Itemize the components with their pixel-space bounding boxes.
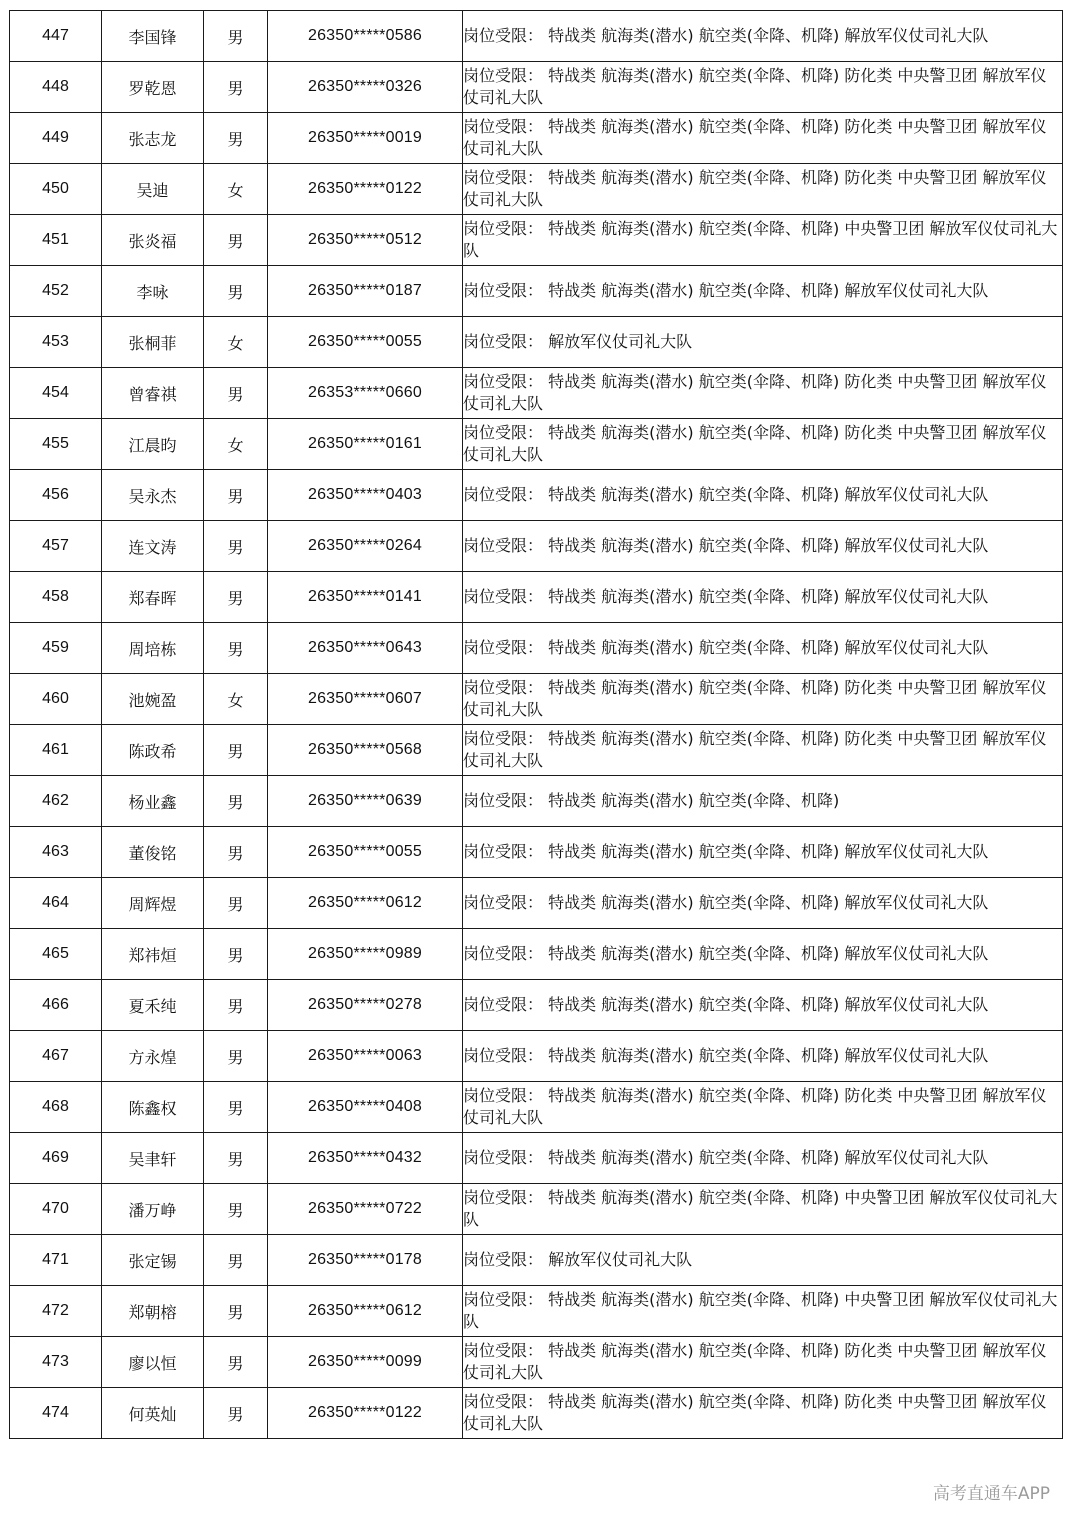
table-row [10,62,1063,113]
post-restriction-note: 岗位受限： 特战类 航海类(潜水) 航空类(伞降、机降) 防化类 中央警卫团 解放军仪仗司礼大队 [463,725,1063,776]
candidate-sex: 男 [204,878,268,929]
exam-id: 26350*****0063 [268,1031,463,1082]
exam-id: 26350*****0278 [268,980,463,1031]
candidate-name: 吴迪 [102,164,204,215]
post-restriction-note: 岗位受限： 特战类 航海类(潜水) 航空类(伞降、机降) 解放军仪仗司礼大队 [463,623,1063,674]
post-restriction-note: 岗位受限： 特战类 航海类(潜水) 航空类(伞降、机降) 中央警卫团 解放军仪仗司礼大队 [463,215,1063,266]
candidate-name: 张志龙 [102,113,204,164]
post-restriction-note: 岗位受限： 特战类 航海类(潜水) 航空类(伞降、机降) 防化类 中央警卫团 解放军仪仗司礼大队 [463,419,1063,470]
candidate-name: 吴聿轩 [102,1133,204,1184]
row-number: 452 [10,266,102,317]
post-restriction-note: 岗位受限： 解放军仪仗司礼大队 [463,317,1063,368]
exam-id: 26350*****0019 [268,113,463,164]
candidate-sex: 男 [204,572,268,623]
table-row [10,1337,1063,1388]
table-row [10,419,1063,470]
table-row [10,623,1063,674]
candidate-sex: 男 [204,62,268,113]
candidate-name: 郑春晖 [102,572,204,623]
candidate-name: 吴永杰 [102,470,204,521]
table-row [10,878,1063,929]
candidate-sex: 男 [204,1184,268,1235]
post-restriction-note: 岗位受限： 特战类 航海类(潜水) 航空类(伞降、机降) [463,776,1063,827]
exam-id: 26350*****0122 [268,164,463,215]
row-number: 470 [10,1184,102,1235]
candidate-name: 潘万峥 [102,1184,204,1235]
exam-id: 26350*****0612 [268,1286,463,1337]
exam-id: 26350*****0568 [268,725,463,776]
row-number: 451 [10,215,102,266]
row-number: 464 [10,878,102,929]
table-row [10,980,1063,1031]
candidate-name: 李国锋 [102,11,204,62]
candidate-name: 曾睿祺 [102,368,204,419]
candidate-name: 周培栋 [102,623,204,674]
candidate-name: 郑祎烜 [102,929,204,980]
table-row [10,164,1063,215]
candidate-name: 董俊铭 [102,827,204,878]
post-restriction-note: 岗位受限： 特战类 航海类(潜水) 航空类(伞降、机降) 防化类 中央警卫团 解放军仪仗司礼大队 [463,368,1063,419]
candidate-table [9,10,1063,1439]
post-restriction-note: 岗位受限： 特战类 航海类(潜水) 航空类(伞降、机降) 防化类 中央警卫团 解放军仪仗司礼大队 [463,1388,1063,1439]
candidate-name: 池婉盈 [102,674,204,725]
row-number: 450 [10,164,102,215]
post-restriction-note: 岗位受限： 特战类 航海类(潜水) 航空类(伞降、机降) 解放军仪仗司礼大队 [463,521,1063,572]
row-number: 471 [10,1235,102,1286]
table-row [10,113,1063,164]
exam-id: 26350*****0099 [268,1337,463,1388]
row-number: 454 [10,368,102,419]
row-number: 447 [10,11,102,62]
candidate-name: 郑朝榕 [102,1286,204,1337]
exam-id: 26350*****0403 [268,470,463,521]
exam-id: 26350*****0055 [268,827,463,878]
exam-id: 26350*****0432 [268,1133,463,1184]
row-number: 467 [10,1031,102,1082]
candidate-sex: 男 [204,1337,268,1388]
exam-id: 26350*****0639 [268,776,463,827]
candidate-name: 李咏 [102,266,204,317]
exam-id: 26350*****0264 [268,521,463,572]
row-number: 473 [10,1337,102,1388]
post-restriction-note: 岗位受限： 特战类 航海类(潜水) 航空类(伞降、机降) 防化类 中央警卫团 解放军仪仗司礼大队 [463,62,1063,113]
candidate-name: 罗乾恩 [102,62,204,113]
table-row [10,368,1063,419]
table-row [10,266,1063,317]
document-page [9,10,1062,1439]
exam-id: 26350*****0055 [268,317,463,368]
exam-id: 26350*****0408 [268,1082,463,1133]
row-number: 469 [10,1133,102,1184]
post-restriction-note: 岗位受限： 特战类 航海类(潜水) 航空类(伞降、机降) 解放军仪仗司礼大队 [463,1031,1063,1082]
exam-id: 26350*****0722 [268,1184,463,1235]
post-restriction-note: 岗位受限： 解放军仪仗司礼大队 [463,1235,1063,1286]
table-row [10,1133,1063,1184]
candidate-sex: 男 [204,215,268,266]
candidate-sex: 男 [204,521,268,572]
table-row [10,470,1063,521]
post-restriction-note: 岗位受限： 特战类 航海类(潜水) 航空类(伞降、机降) 解放军仪仗司礼大队 [463,929,1063,980]
exam-id: 26350*****0161 [268,419,463,470]
candidate-name: 陈政希 [102,725,204,776]
candidate-sex: 男 [204,1133,268,1184]
candidate-sex: 男 [204,1286,268,1337]
row-number: 458 [10,572,102,623]
table-row [10,317,1063,368]
candidate-name: 张炎福 [102,215,204,266]
post-restriction-note: 岗位受限： 特战类 航海类(潜水) 航空类(伞降、机降) 防化类 中央警卫团 解放军仪仗司礼大队 [463,1082,1063,1133]
exam-id: 26350*****0643 [268,623,463,674]
row-number: 460 [10,674,102,725]
candidate-name: 张定锡 [102,1235,204,1286]
candidate-sex: 女 [204,164,268,215]
candidate-sex: 男 [204,470,268,521]
exam-id: 26350*****0512 [268,215,463,266]
table-row [10,1286,1063,1337]
post-restriction-note: 岗位受限： 特战类 航海类(潜水) 航空类(伞降、机降) 解放军仪仗司礼大队 [463,878,1063,929]
candidate-sex: 男 [204,623,268,674]
candidate-name: 周辉煜 [102,878,204,929]
candidate-sex: 女 [204,317,268,368]
candidate-sex: 男 [204,725,268,776]
candidate-sex: 男 [204,1031,268,1082]
table-row [10,725,1063,776]
exam-id: 26350*****0612 [268,878,463,929]
row-number: 463 [10,827,102,878]
candidate-sex: 男 [204,266,268,317]
table-row [10,776,1063,827]
post-restriction-note: 岗位受限： 特战类 航海类(潜水) 航空类(伞降、机降) 解放军仪仗司礼大队 [463,980,1063,1031]
post-restriction-note: 岗位受限： 特战类 航海类(潜水) 航空类(伞降、机降) 解放军仪仗司礼大队 [463,266,1063,317]
candidate-name: 廖以恒 [102,1337,204,1388]
candidate-sex: 男 [204,980,268,1031]
post-restriction-note: 岗位受限： 特战类 航海类(潜水) 航空类(伞降、机降) 解放军仪仗司礼大队 [463,470,1063,521]
row-number: 472 [10,1286,102,1337]
exam-id: 26350*****0586 [268,11,463,62]
exam-id: 26350*****0326 [268,62,463,113]
post-restriction-note: 岗位受限： 特战类 航海类(潜水) 航空类(伞降、机降) 防化类 中央警卫团 解放军仪仗司礼大队 [463,164,1063,215]
candidate-name: 连文涛 [102,521,204,572]
table-row [10,1184,1063,1235]
candidate-name: 陈鑫权 [102,1082,204,1133]
row-number: 459 [10,623,102,674]
row-number: 462 [10,776,102,827]
post-restriction-note: 岗位受限： 特战类 航海类(潜水) 航空类(伞降、机降) 中央警卫团 解放军仪仗司礼大队 [463,1286,1063,1337]
row-number: 456 [10,470,102,521]
table-row [10,1388,1063,1439]
row-number: 457 [10,521,102,572]
exam-id: 26350*****0989 [268,929,463,980]
candidate-name: 杨业鑫 [102,776,204,827]
table-row [10,674,1063,725]
row-number: 455 [10,419,102,470]
row-number: 448 [10,62,102,113]
table-row [10,572,1063,623]
post-restriction-note: 岗位受限： 特战类 航海类(潜水) 航空类(伞降、机降) 解放军仪仗司礼大队 [463,1133,1063,1184]
candidate-sex: 男 [204,1082,268,1133]
candidate-name: 张桐菲 [102,317,204,368]
post-restriction-note: 岗位受限： 特战类 航海类(潜水) 航空类(伞降、机降) 防化类 中央警卫团 解放军仪仗司礼大队 [463,674,1063,725]
row-number: 468 [10,1082,102,1133]
candidate-name: 何英灿 [102,1388,204,1439]
row-number: 466 [10,980,102,1031]
candidate-sex: 男 [204,11,268,62]
exam-id: 26350*****0122 [268,1388,463,1439]
candidate-sex: 男 [204,1388,268,1439]
table-row [10,1082,1063,1133]
post-restriction-note: 岗位受限： 特战类 航海类(潜水) 航空类(伞降、机降) 中央警卫团 解放军仪仗司礼大队 [463,1184,1063,1235]
candidate-name: 夏禾纯 [102,980,204,1031]
candidate-sex: 女 [204,419,268,470]
candidate-sex: 男 [204,1235,268,1286]
candidate-sex: 男 [204,113,268,164]
exam-id: 26350*****0187 [268,266,463,317]
row-number: 465 [10,929,102,980]
candidate-name: 江晨昀 [102,419,204,470]
table-row [10,1031,1063,1082]
row-number: 453 [10,317,102,368]
exam-id: 26350*****0178 [268,1235,463,1286]
watermark-text: 高考直通车APP [932,1484,1050,1504]
candidate-sex: 男 [204,776,268,827]
post-restriction-note: 岗位受限： 特战类 航海类(潜水) 航空类(伞降、机降) 解放军仪仗司礼大队 [463,572,1063,623]
candidate-sex: 男 [204,929,268,980]
table-row [10,11,1063,62]
table-row [10,521,1063,572]
candidate-sex: 男 [204,368,268,419]
table-row [10,929,1063,980]
table-row [10,1235,1063,1286]
exam-id: 26350*****0607 [268,674,463,725]
candidate-name: 方永煌 [102,1031,204,1082]
candidate-sex: 男 [204,827,268,878]
table-row [10,215,1063,266]
candidate-table-body [10,11,1063,1439]
post-restriction-note: 岗位受限： 特战类 航海类(潜水) 航空类(伞降、机降) 防化类 中央警卫团 解放军仪仗司礼大队 [463,113,1063,164]
candidate-sex: 女 [204,674,268,725]
post-restriction-note: 岗位受限： 特战类 航海类(潜水) 航空类(伞降、机降) 解放军仪仗司礼大队 [463,11,1063,62]
exam-id: 26350*****0141 [268,572,463,623]
table-row [10,827,1063,878]
row-number: 461 [10,725,102,776]
post-restriction-note: 岗位受限： 特战类 航海类(潜水) 航空类(伞降、机降) 解放军仪仗司礼大队 [463,827,1063,878]
post-restriction-note: 岗位受限： 特战类 航海类(潜水) 航空类(伞降、机降) 防化类 中央警卫团 解放军仪仗司礼大队 [463,1337,1063,1388]
exam-id: 26353*****0660 [268,368,463,419]
row-number: 474 [10,1388,102,1439]
row-number: 449 [10,113,102,164]
